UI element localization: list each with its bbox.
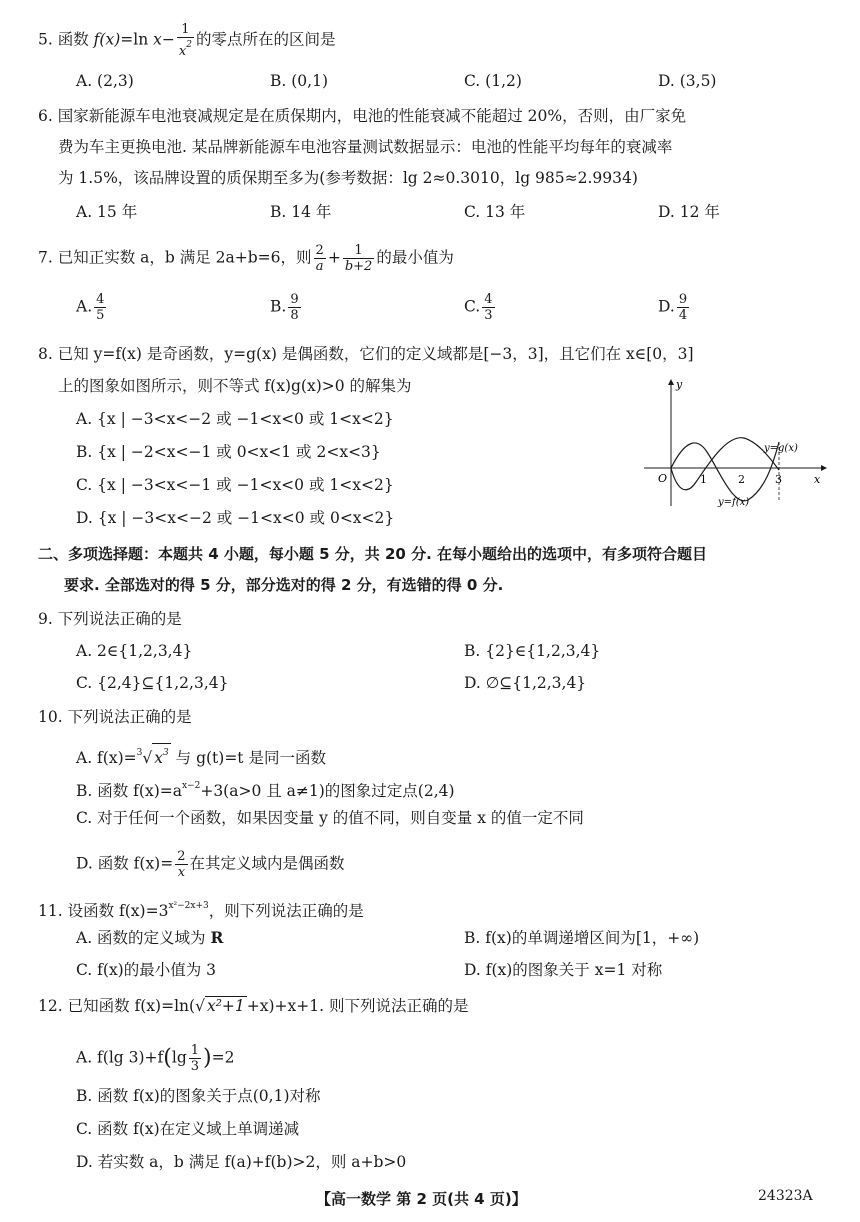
- q9-option-a: A. 2∈{1,2,3,4}: [76, 642, 193, 660]
- q9-option-b: B. {2}∈{1,2,3,4}: [464, 642, 601, 660]
- q12-stem-post: +x)+x+1. 则下列说法正确的是: [246, 997, 469, 1015]
- q7-option-b-den: 8: [290, 308, 299, 323]
- q12-a-post: =2: [211, 1048, 235, 1067]
- q6-option-d: D. 12 年: [658, 203, 720, 221]
- q5-option-b: B. (0,1): [270, 72, 328, 90]
- q7-option-d-frac: [677, 292, 689, 323]
- q9-stem: 9. 下列说法正确的是: [38, 610, 182, 628]
- q10-d-post: 在其定义域内是偶函数: [189, 854, 345, 873]
- q7-f1-num: 2: [315, 243, 324, 258]
- q12-option-b: B. 函数 f(x)的图象关于点(0,1)对称: [76, 1087, 321, 1105]
- q7-stem: [38, 243, 454, 274]
- graph-g-label: y=g(x): [764, 443, 798, 454]
- q11-stem-pre: 11. 设函数 f(x)=3: [38, 902, 169, 920]
- q7-option-b-frac: [288, 292, 300, 323]
- q5-option-c: C. (1,2): [464, 72, 522, 90]
- q10-option-d: [76, 849, 345, 880]
- q10-b-post: +3(a>0 且 a≠1)的图象过定点(2,4): [200, 782, 455, 800]
- q8-option-d: D. {x | −3<x<−2 或 −1<x<0 或 0<x<2}: [76, 509, 395, 527]
- q5-text-end: 的零点所在的区间是: [195, 30, 336, 49]
- graph-tick-1: 1: [700, 473, 707, 486]
- graph-x-label: x: [814, 473, 821, 486]
- q5-x: x: [153, 30, 162, 49]
- q7-f2-den: b+2: [344, 259, 373, 274]
- q7-plus: +: [327, 248, 341, 267]
- q5-frac-den-exp: 2: [186, 40, 192, 50]
- q5-option-d: D. (3,5): [658, 72, 717, 90]
- graph-origin-label: O: [658, 472, 668, 485]
- q7-option-a-label: A.: [76, 297, 93, 316]
- q7-option-c-den: 3: [484, 308, 493, 323]
- q12-a-num: 1: [190, 1043, 200, 1058]
- q12-radicand: x²+1: [206, 997, 245, 1015]
- q12-a-den: 3: [190, 1059, 200, 1074]
- q11-a-pre: A. 函数的定义域为: [76, 929, 211, 947]
- q7-option-b-num: 9: [290, 292, 299, 307]
- q5-frac-num: 1: [177, 22, 194, 38]
- q11-option-a: [76, 927, 223, 949]
- q7-option-c: [464, 292, 497, 323]
- q9-option-c: C. {2,4}⊆{1,2,3,4}: [76, 674, 229, 692]
- q12-a-pre: A. f(lg 3)+f: [76, 1048, 164, 1067]
- q7-option-b: [270, 292, 303, 323]
- q5-number: 5.: [38, 30, 53, 49]
- q10-d-num: 2: [177, 849, 186, 864]
- q7-option-d-den: 4: [678, 308, 688, 323]
- q7-option-b-label: B.: [270, 297, 287, 316]
- q10-a-post: 与 g(t)=t 是同一函数: [170, 749, 326, 767]
- q5-stem: [38, 22, 335, 59]
- q12-stem: [38, 995, 468, 1017]
- q7-option-d-label: D.: [658, 297, 675, 316]
- q7-option-c-num: 4: [484, 292, 493, 307]
- q10-option-c: C. 对于任何一个函数，如果因变量 y 的值不同，则自变量 x 的值一定不同: [76, 809, 584, 827]
- q6-option-a: A. 15 年: [76, 203, 138, 221]
- q10-a-radicand-exp: 3: [162, 748, 169, 758]
- q8-option-a: A. {x | −3<x<−2 或 −1<x<0 或 1<x<2}: [76, 410, 394, 428]
- left-paren: (: [163, 1045, 172, 1071]
- q7-fraction-2: [343, 243, 375, 274]
- q6-option-c: C. 13 年: [464, 203, 526, 221]
- q7-option-d: [658, 292, 691, 323]
- q12-a-lg: lg: [171, 1048, 187, 1067]
- q7-f2-num: 1: [343, 243, 375, 259]
- q7-option-a: [76, 292, 108, 323]
- q10-d-pre: D. 函数 f(x)=: [76, 854, 174, 873]
- section-2-heading-line-2: 要求. 全部选对的得 5 分，部分选对的得 2 分，有选错的得 0 分.: [64, 576, 504, 594]
- q10-option-a: [76, 742, 326, 769]
- q11-option-d: D. f(x)的图象关于 x=1 对称: [464, 961, 663, 979]
- q11-stem: [38, 895, 364, 922]
- q6-line-2: 费为车主更换电池. 某品牌新能源车电池容量测试数据显示：电池的性能平均每年的衰减率: [58, 138, 673, 156]
- q6-line-3: 为 1.5%，该品牌设置的质保期至多为(参考数据：lg 2≈0.3010，lg 985≈2.9934): [58, 169, 638, 187]
- q8-option-c: C. {x | −3<x<−1 或 −1<x<0 或 1<x<2}: [76, 476, 394, 494]
- q8-line-2: 上的图象如图所示，则不等式 f(x)g(x)>0 的解集为: [58, 377, 412, 395]
- q12-stem-pre: 12. 已知函数 f(x)=ln(: [38, 997, 196, 1015]
- q8-option-b: B. {x | −2<x<−1 或 0<x<1 或 2<x<3}: [76, 443, 381, 461]
- page-footer: 【高一数学 第 2 页(共 4 页)】: [316, 1190, 527, 1208]
- q5-text: 函数: [57, 30, 94, 49]
- q11-stem-exp: x²−2x+3: [168, 901, 209, 911]
- q10-d-den: x: [177, 865, 186, 880]
- radical-sign: √: [195, 997, 205, 1015]
- q10-stem: 10. 下列说法正确的是: [38, 708, 192, 726]
- q10-d-fraction: [175, 849, 187, 880]
- q5-option-a: A. (2,3): [76, 72, 134, 90]
- q10-a-radicand-base: x: [154, 749, 163, 767]
- q6-option-b: B. 14 年: [270, 203, 332, 221]
- q8-function-graph: [638, 372, 838, 512]
- q9-option-d: D. ∅⊆{1,2,3,4}: [464, 674, 587, 692]
- paper-code: 24323A: [758, 1188, 813, 1204]
- q5-fraction: [177, 22, 194, 59]
- q10-b-exp: x−2: [181, 781, 201, 791]
- q7-text: 7. 已知正实数 a，b 满足 2a+b=6，则: [38, 248, 312, 267]
- q7-option-d-num: 9: [678, 292, 688, 307]
- graph-f-label: y=f(x): [718, 497, 750, 508]
- q7-text-end: 的最小值为: [376, 248, 454, 267]
- q10-a-pre: A. f(x)=: [76, 749, 137, 767]
- q11-option-b: B. f(x)的单调递增区间为[1，+∞): [464, 929, 700, 947]
- q10-a-root-index: 3: [136, 748, 143, 758]
- q7-fraction-1: [314, 243, 326, 274]
- q11-a-real-set: R: [210, 928, 224, 947]
- q6-line-1: 6. 国家新能源车电池衰减规定是在质保期内，电池的性能衰减不能超过 20%，否则，由厂家免: [38, 107, 687, 125]
- q5-minus: −: [161, 30, 175, 49]
- radical-sign: √: [142, 749, 153, 767]
- section-2-heading-line-1: 二、多项选择题：本题共 4 小题，每小题 5 分，共 20 分. 在每小题给出的选项中，有多项符合题目: [38, 545, 708, 563]
- right-paren: ): [203, 1045, 212, 1071]
- q12-option-a: [76, 1043, 235, 1074]
- q11-option-c: C. f(x)的最小值为 3: [76, 961, 217, 979]
- graph-tick-3: 3: [775, 473, 782, 486]
- q7-option-c-frac: [482, 292, 494, 323]
- q12-option-c: C. 函数 f(x)在定义域上单调递减: [76, 1120, 300, 1138]
- q11-stem-post: ，则下列说法正确的是: [208, 902, 364, 920]
- q10-option-b: [76, 775, 455, 802]
- q5-fx: f(x): [93, 30, 121, 49]
- q7-option-c-label: C.: [464, 297, 481, 316]
- q12-a-fraction: [189, 1043, 201, 1074]
- q7-option-a-num: 4: [96, 292, 105, 307]
- graph-y-label: y: [676, 378, 683, 391]
- q5-frac-den-base: x: [178, 44, 187, 59]
- q7-option-a-den: 5: [96, 308, 105, 323]
- q10-a-radicand: [152, 743, 170, 767]
- q5-frac-den: [177, 38, 194, 59]
- q7-f1-den: a: [315, 259, 324, 274]
- graph-tick-2: 2: [738, 473, 745, 486]
- q12-option-d: D. 若实数 a，b 满足 f(a)+f(b)>2，则 a+b>0: [76, 1153, 407, 1171]
- q10-b-pre: B. 函数 f(x)=a: [76, 782, 182, 800]
- q8-line-1: 8. 已知 y=f(x) 是奇函数，y=g(x) 是偶函数，它们的定义域都是[−3，3]，且它们在 x∈[0，3]: [38, 345, 694, 363]
- q5-eq: =ln: [120, 30, 154, 49]
- q7-option-a-frac: [94, 292, 106, 323]
